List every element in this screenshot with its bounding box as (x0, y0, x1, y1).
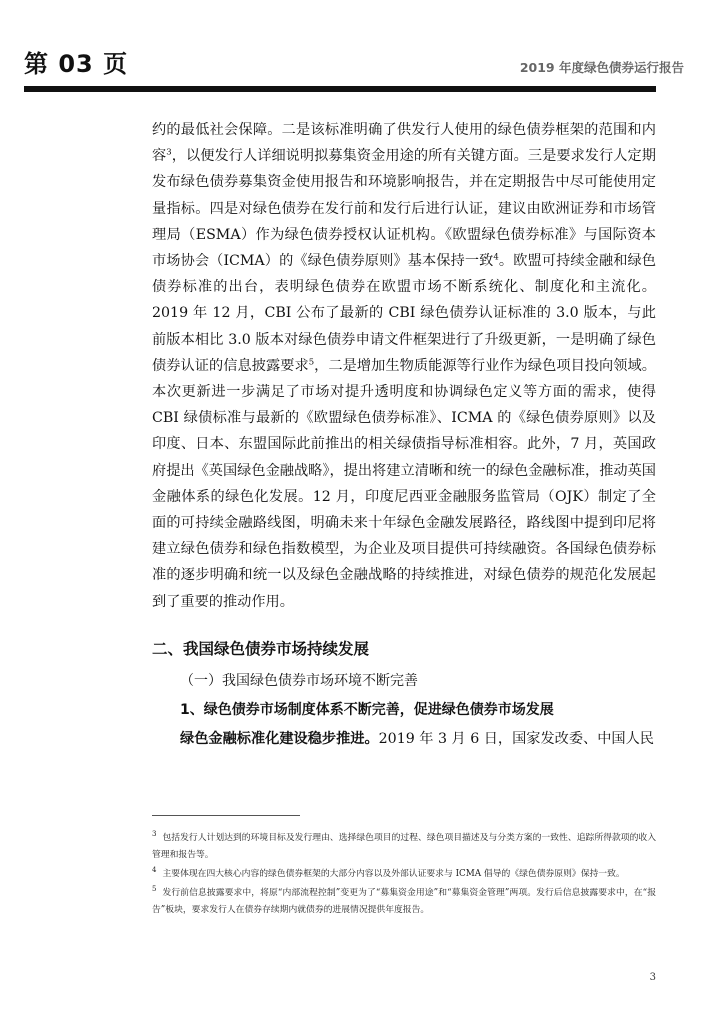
footnotes (152, 830, 656, 921)
body-paragraph (152, 117, 656, 615)
lead-text: 2019 年 3 月 6 日，国家发改委、中国人民 (378, 730, 654, 747)
report-title: 2019 年度绿色债券运行报告 (519, 60, 684, 75)
footnote-text: 主要体现在四大核心内容的绿色债券框架的大部分内容以及外部认证要求与 ICMA 倡导的《绿色债券原则》保持一致。 (162, 869, 625, 879)
lead-bold-text: 绿色金融标准化建设稳步推进。 (180, 730, 379, 747)
footnote-number: 5 (152, 885, 157, 894)
footnote-number: 3 (152, 830, 157, 839)
footnote-separator (152, 815, 300, 816)
page-label: 第 03 页 (24, 50, 129, 78)
sub-sub-heading: 1、绿色债券市场制度体系不断完善，促进绿色债券市场发展 (180, 701, 554, 718)
footnote-ref-4[interactable]: 4 (493, 252, 499, 263)
main-content (152, 117, 656, 753)
footnote-item (152, 830, 656, 864)
footnote-text: 发行前信息披露要求中，将原“内部流程控制”变更为了“募集资金用途”和“募集资金管理”两项。发行后信息披露要求中，在“报告”板块，要求发行人在债券存续期内就债券的进展情况提供年度报告。 (152, 888, 656, 915)
paragraph-text: 。欧盟可持续金融和绿色债券标准的出台，表明绿色债券在欧盟市场不断系统化、制度化和主流化。2019 年 12 月，CBI 公布了最新的 CBI 绿色债券认证标准的 3.0 版本，与此前版本相比 3.0 版本对绿色债券申请文件框架进行了升级更新，一是明确了绿色债券认证的信息披露要求 (152, 253, 656, 374)
header-rule (24, 86, 656, 92)
footnote-number: 4 (152, 866, 157, 875)
paragraph-text: ，以便发行人详细说明拟募集资金用途的所有关键方面。三是要求发行人定期发布绿色债券募集资金使用报告和环境影响报告，并在定期报告中尽可能使用定量指标。四是对绿色债券在发行前和发行后进行认证，建议由欧洲证券和市场管理局（ESMA）作为绿色债券授权认证机构。《欧盟绿色债券标准》与国际资本市场协会（ICMA）的《绿色债券原则》基本保持一致 (152, 148, 656, 270)
footnote-ref-5[interactable]: 5 (308, 357, 315, 368)
footnote-ref-3[interactable]: 3 (166, 147, 172, 158)
footnote-item (152, 885, 656, 919)
paragraph-text: 约的最低社会保障。二是该标准明确了供发行人使用的绿色债券框架的范围和内容 (152, 122, 656, 165)
page-number: 3 (649, 972, 656, 983)
section-heading: 二、我国绿色债券市场持续发展 (152, 639, 370, 658)
sub-heading: （一）我国绿色债券市场环境不断完善 (180, 672, 418, 689)
paragraph-text: ，二是增加生物质能源等行业作为绿色项目投向领域。本次更新进一步满足了市场对提升透明度和协调绿色定义等方面的需求，使得 CBI 绿债标准与最新的《欧盟绿色债券标准》、ICMA 的《绿色债券原则》以及印度、日本、东盟国际此前推出的相关绿债指导标准相容。此外，7 月，英国政府提出《英国绿色金融战略》，提出将建立清晰和统一的绿色金融标准，推动英国金融体系的绿色化发展。12 月，印度尼西亚金融服务监管局（OJK）制定了全面的可持续金融路线图，明确未来十年绿色金融发展路径，路线图中提到印尼将建立绿色债券和绿色指数模型，为企业及项目提供可持续融资。各国绿色债券标准的逐步明确和统一以及绿色金融战略的持续推进，对绿色债券的规范化发展起到了重要的推动作用。 (152, 357, 656, 610)
lead-paragraph (152, 725, 656, 753)
footnote-text: 包括发行人计划达到的环境目标及发行理由、选择绿色项目的过程、绿色项目描述及与分类方案的一致性、追踪所得款项的收入管理和报告等。 (152, 833, 656, 860)
footnote-item (152, 866, 656, 883)
